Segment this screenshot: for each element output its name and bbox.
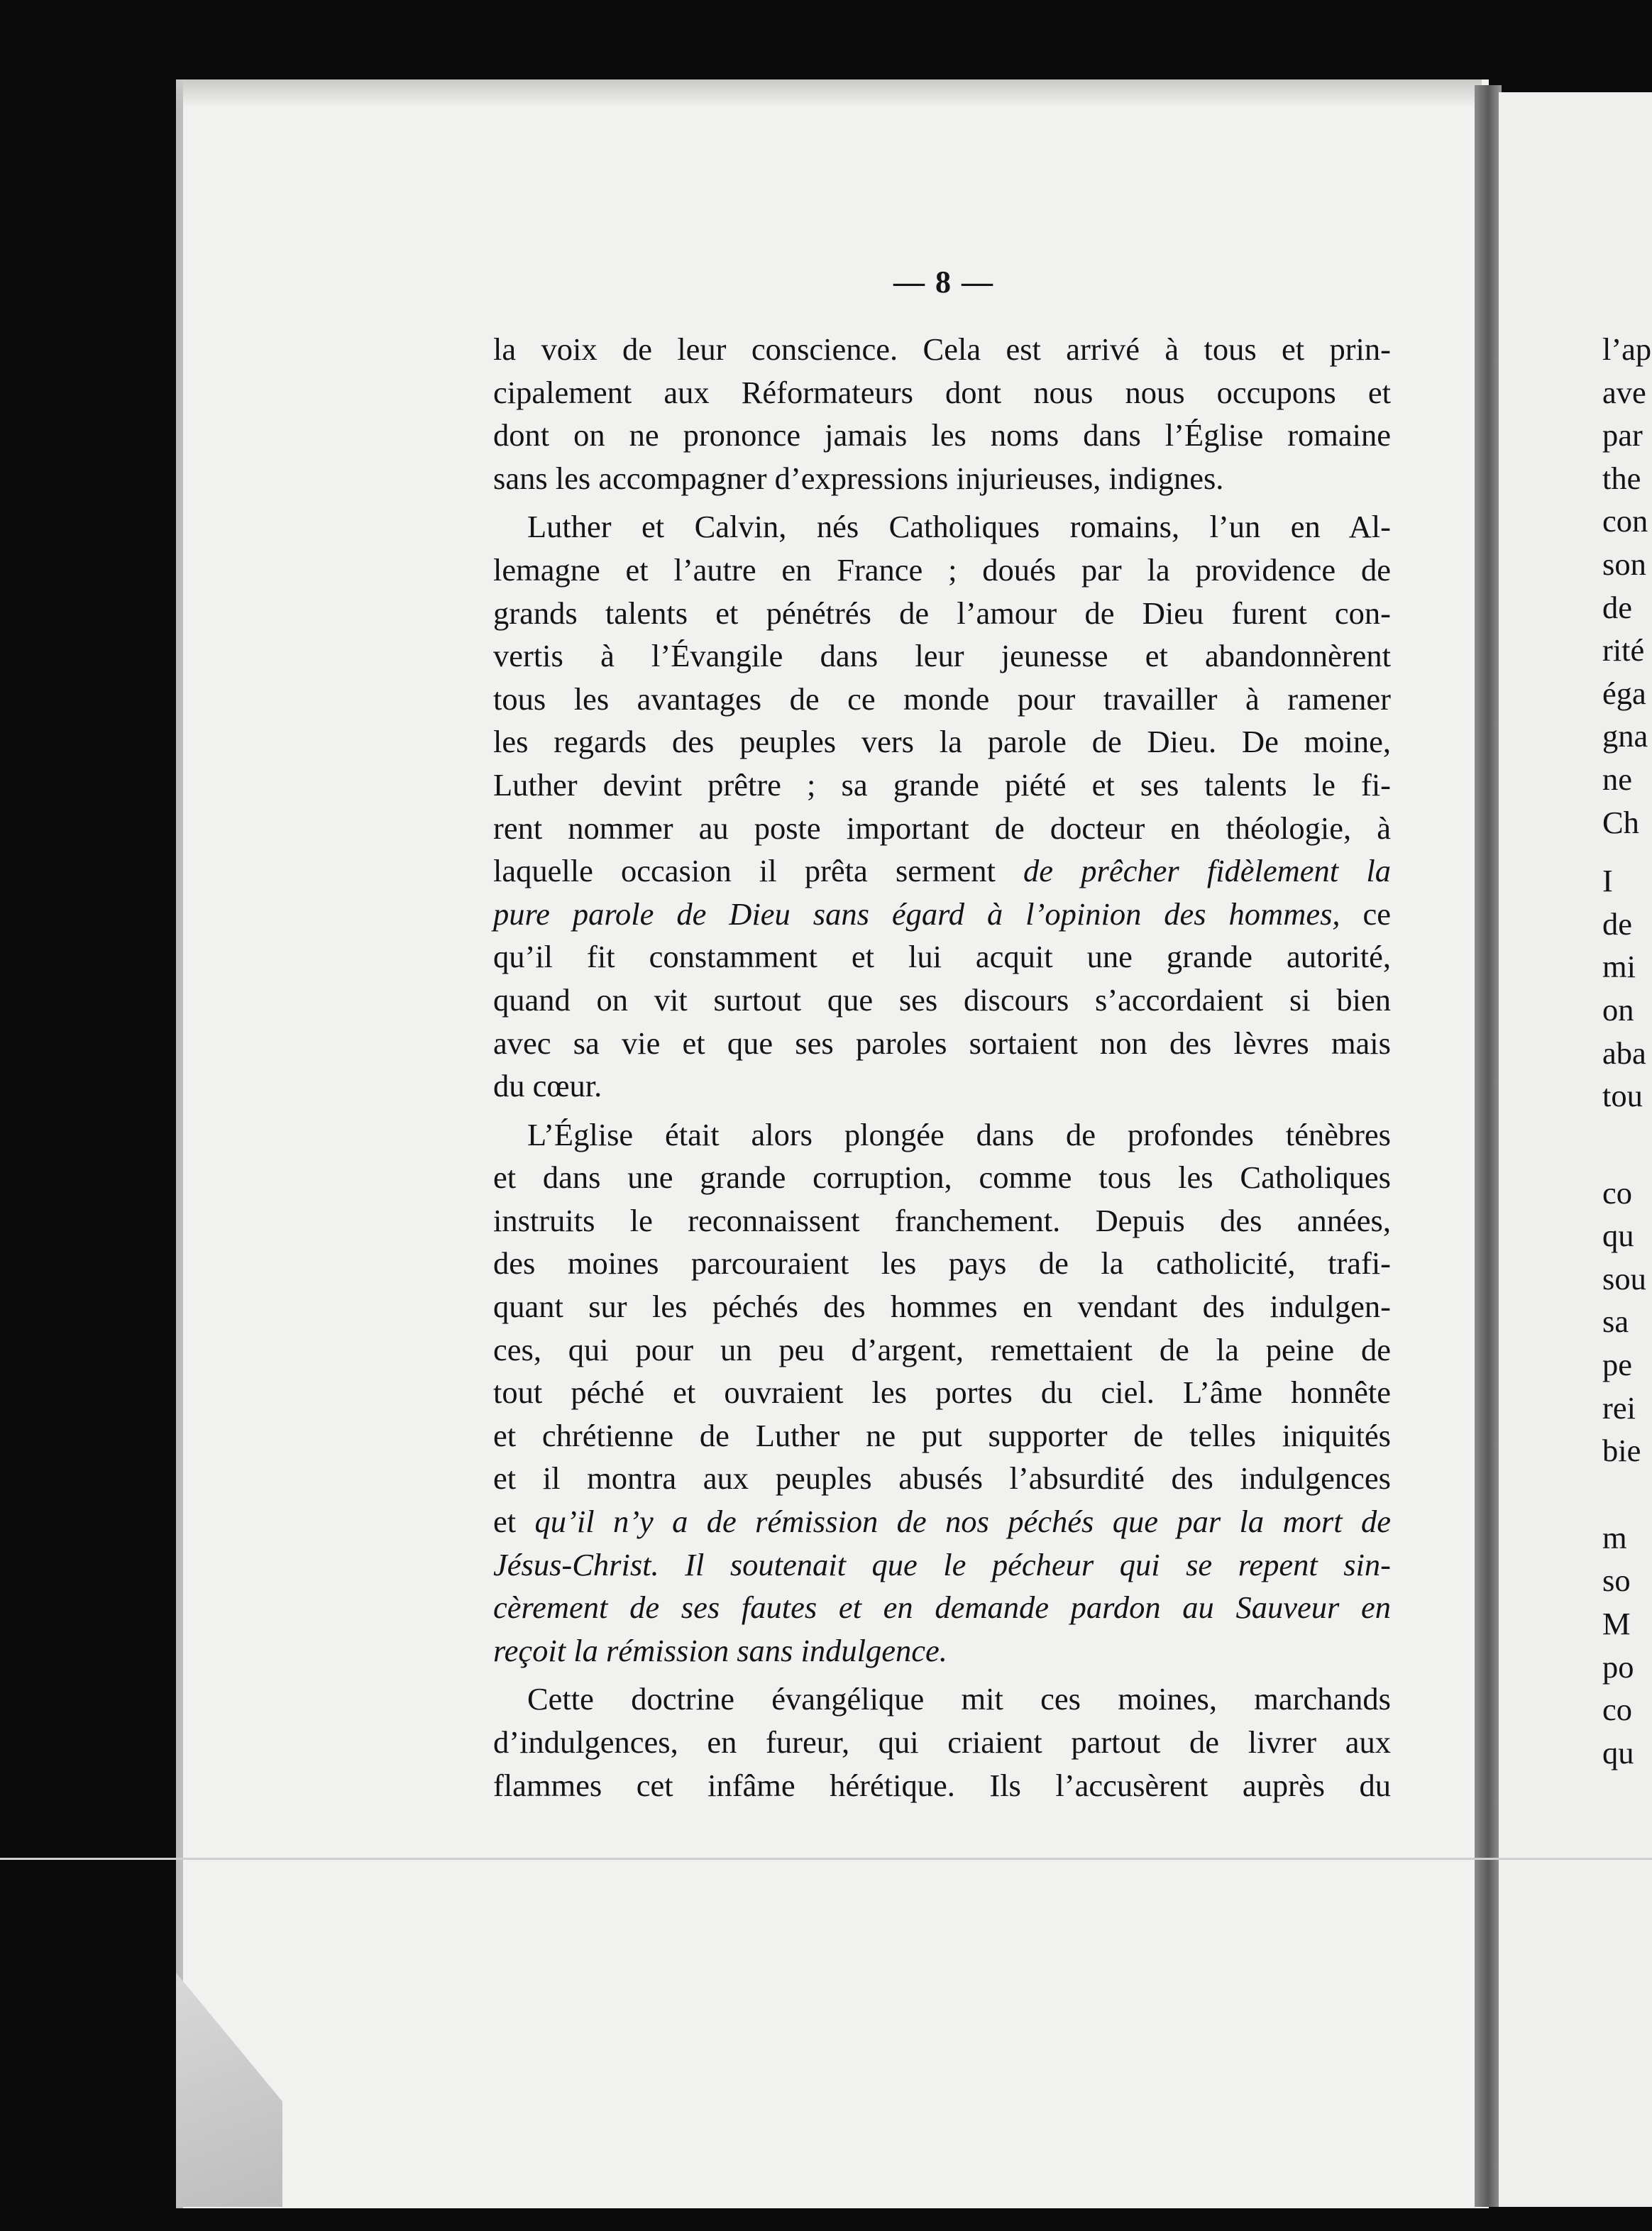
text-line: laquelle occasion il prêta serment de prêcher fidèlement la <box>493 853 1391 889</box>
text-line: reçoit la rémission sans indulgence. <box>493 1632 947 1668</box>
text-line: ces, qui pour un peu d’argent, remettaient de la peine de <box>493 1331 1391 1367</box>
text-line: du cœur. <box>493 1068 602 1104</box>
page-number: — 8 — <box>893 265 994 299</box>
text-line: tous les avantages de ce monde pour travailler à ramener <box>493 681 1391 717</box>
right-text-fragment: po <box>1602 1648 1634 1685</box>
text-line: d’indulgences, en fureur, qui criaient partout de livrer aux <box>493 1724 1391 1760</box>
right-text-fragment: sou <box>1602 1260 1646 1296</box>
text-line: cèrement de ses fautes et en demande pardon au Sauveur en <box>493 1590 1391 1626</box>
right-text-fragment: so <box>1602 1563 1631 1599</box>
right-text-fragment: sa <box>1602 1304 1629 1340</box>
text-line: et dans une grande corruption, comme tous les Catholiques <box>493 1159 1391 1196</box>
main-text-block <box>493 328 1391 1807</box>
page-top-shadow <box>176 79 1482 108</box>
text-line: cipalement aux Réformateurs dont nous nous occupons et <box>493 374 1391 410</box>
right-text-fragment: ne <box>1602 761 1633 797</box>
text-line: sans les accompagner d’expressions injurieuses, indignes. <box>493 460 1224 496</box>
right-text-fragment: m <box>1602 1519 1627 1555</box>
text-line: et il montra aux peuples abusés l’absurdité des indulgences <box>493 1460 1391 1497</box>
text-line: pure parole de Dieu sans égard à l’opinion des hommes, ce <box>493 896 1391 932</box>
text-line: lemagne et l’autre en France ; doués par la providence de <box>493 551 1391 588</box>
right-text-fragment: éga <box>1602 675 1646 711</box>
right-text-fragment: par <box>1602 417 1643 453</box>
text-line: Cette doctrine évangélique mit ces moines, marchands <box>527 1681 1391 1717</box>
right-text-fragment: rei <box>1602 1389 1636 1426</box>
text-line: grands talents et pénétrés de l’amour de Dieu furent con- <box>493 595 1391 631</box>
text-line: vertis à l’Évangile dans leur jeunesse et abandonnèrent <box>493 638 1391 674</box>
text-line: dont on ne prononce jamais les noms dans l’Église romaine <box>493 417 1391 453</box>
right-text-fragment: qu <box>1602 1734 1634 1770</box>
right-text-fragment: de <box>1602 589 1633 625</box>
text-line: Luther et Calvin, nés Catholiques romains, l’un en Al- <box>527 509 1391 545</box>
right-text-fragment: M <box>1602 1606 1631 1642</box>
right-text-fragment: mi <box>1602 949 1636 985</box>
text-line: instruits le reconnaissent franchement. Depuis des années, <box>493 1202 1391 1238</box>
right-text-fragment: the <box>1602 460 1641 496</box>
right-text-fragment: Ch <box>1602 804 1639 840</box>
text-line: qu’il fit constamment et lui acquit une grande autorité, <box>493 939 1391 975</box>
right-text-fragment: ave <box>1602 374 1646 410</box>
text-line: Jésus-Christ. Il soutenait que le pécheur qui se repent sin- <box>493 1546 1391 1582</box>
right-text-fragment: son <box>1602 546 1646 582</box>
right-text-fragment: bie <box>1602 1433 1641 1469</box>
text-line: la voix de leur conscience. Cela est arrivé à tous et prin- <box>493 331 1391 367</box>
scan-artifact-line <box>0 1858 1652 1860</box>
right-text-fragment: con <box>1602 503 1648 539</box>
right-text-fragment: tou <box>1602 1078 1643 1114</box>
right-text-fragment: co <box>1602 1692 1633 1728</box>
text-line: rent nommer au poste important de docteur en théologie, à <box>493 810 1391 846</box>
book-gutter <box>1475 85 1502 2207</box>
right-text-fragment: pe <box>1602 1347 1633 1383</box>
text-line: quand on vit surtout que ses discours s’accordaient si bien <box>493 981 1391 1018</box>
right-page-text-fragment <box>1602 328 1652 1774</box>
text-line: Luther devint prêtre ; sa grande piété et ses talents le fi- <box>493 766 1391 803</box>
text-line: avec sa vie et que ses paroles sortaient non des lèvres mais <box>493 1025 1391 1061</box>
text-line: tout péché et ouvraient les portes du ciel. L’âme honnête <box>493 1375 1391 1411</box>
text-line: des moines parcouraient les pays de la catholicité, trafi- <box>493 1245 1391 1282</box>
right-text-fragment: gna <box>1602 718 1648 754</box>
text-line: et qu’il n’y a de rémission de nos péchés que par la mort de <box>493 1504 1392 1540</box>
right-text-fragment: I <box>1602 863 1613 899</box>
text-line: flammes cet infâme hérétique. Ils l’accusèrent auprès du <box>493 1767 1391 1803</box>
right-text-fragment: aba <box>1602 1035 1646 1071</box>
right-text-fragment: l’ap <box>1602 331 1652 367</box>
text-line: L’Église était alors plongée dans de profondes ténèbres <box>527 1116 1391 1152</box>
text-line: les regards des peuples vers la parole de Dieu. De moine, <box>493 724 1391 760</box>
right-text-fragment: co <box>1602 1174 1633 1211</box>
right-text-fragment: on <box>1602 991 1634 1028</box>
text-line: et chrétienne de Luther ne put supporter de telles iniquités <box>493 1417 1391 1453</box>
right-text-fragment: qu <box>1602 1218 1634 1254</box>
text-line: quant sur les péchés des hommes en vendant des indulgen- <box>493 1289 1391 1325</box>
right-text-fragment: rité <box>1602 632 1645 668</box>
right-text-fragment: de <box>1602 905 1633 942</box>
